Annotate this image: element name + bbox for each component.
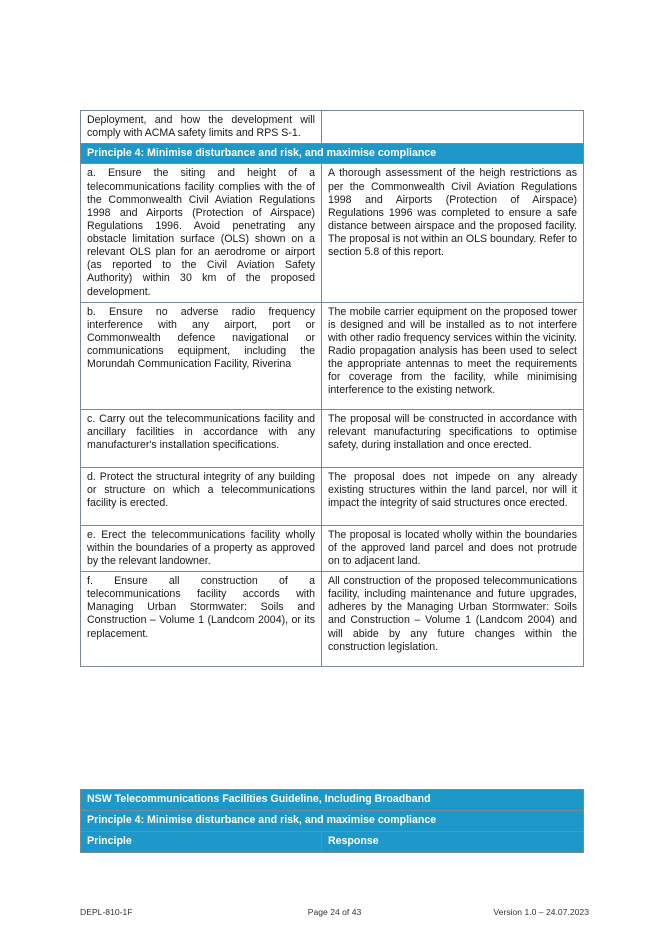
response-cell: The mobile carrier equipment on the proposed tower is designed and will be installed as to not interfere with other radio frequency services within the vicinity. Radio propagation analysis has been used to select the appropriate antennas to meet the requirements for coverage from the facility, while minimising interference to the existing network. <box>322 302 584 409</box>
compliance-table <box>80 110 584 667</box>
section-header: Principle 4: Minimise disturbance and risk, and maximise compliance <box>81 811 584 832</box>
response-cell: The proposal is located wholly within the boundaries of the approved land parcel and does not protrude on to adjacent land. <box>322 525 584 571</box>
principle-cell: a. Ensure the siting and height of a telecommunications facility complies with the of the Commonwealth Civil Aviation Regulations 1998 and Airports (Protection of Airspace) Regulations 1996. Avoid penetrating any obstacle limitation surface (OLS) shown on a relevant OLS plan for an aerodrome or airport (as reported to the Civil Aviation Safety Authority) within 30 km of the proposed development. <box>81 164 322 302</box>
page-footer <box>80 907 589 919</box>
principle-cell: d. Protect the structural integrity of any building or structure on which a telecommunications facility is erected. <box>81 467 322 525</box>
page-number: Page 24 of 43 <box>307 907 362 917</box>
principle-cell: e. Erect the telecommunications facility wholly within the boundaries of a property as approved by the relevant landowner. <box>81 525 322 571</box>
column-header-row <box>81 832 584 853</box>
principle-cell: Deployment, and how the development will comply with ACMA safety limits and RPS S-1. <box>81 111 322 144</box>
response-cell: All construction of the proposed telecommunications facility, including maintenance and future upgrades, adheres by the Managing Urban Stormwater: Soils and Construction – Volume 1 (Landcom 2004) and will abide by any future changes within the construction legislation. <box>322 572 584 667</box>
table-row <box>81 409 584 467</box>
table-row <box>81 467 584 525</box>
document-id: DEPL-810-1F <box>80 907 133 917</box>
table-row <box>81 164 584 302</box>
column-header-principle: Principle <box>81 832 322 853</box>
column-header-response: Response <box>322 832 584 853</box>
table-title: NSW Telecommunications Facilities Guideline, Including Broadband <box>81 790 584 811</box>
version-label: Version 1.0 – 24.07.2023 <box>493 907 589 917</box>
table-title-row <box>81 790 584 811</box>
principle-cell: c. Carry out the telecommunications facility and ancillary facilities in accordance with any manufacturer's installation specifications. <box>81 409 322 467</box>
table-row <box>81 111 584 144</box>
table-row <box>81 302 584 409</box>
section-header-row <box>81 144 584 164</box>
response-cell <box>322 111 584 144</box>
table-row <box>81 572 584 667</box>
guideline-table-header <box>80 789 584 853</box>
section-header-row <box>81 811 584 832</box>
principle-cell: b. Ensure no adverse radio frequency interference with any airport, port or Commonwealth defence navigational or communications equipment, including the Morundah Communication Facility, Riverina <box>81 302 322 409</box>
response-cell: A thorough assessment of the heigh restrictions as per the Commonwealth Civil Aviation Regulations 1998 and Airports (Protection of Airspace) Regulations 1996 was completed to ensure a safe distance between airspace and the proposed facility. The proposal is not within an OLS boundary. Refer to section 5.8 of this report. <box>322 164 584 302</box>
table-row <box>81 525 584 571</box>
response-cell: The proposal does not impede on any already existing structures within the land parcel, nor will it impact the integrity of said structures once erected. <box>322 467 584 525</box>
principle-cell: f. Ensure all construction of a telecommunications facility accords with Managing Urban Stormwater: Soils and Construction – Volume 1 (Landcom 2004), or its replacement. <box>81 572 322 667</box>
section-header: Principle 4: Minimise disturbance and risk, and maximise compliance <box>81 144 584 164</box>
response-cell: The proposal will be constructed in accordance with relevant manufacturing specifications to optimise safety, during installation and once erected. <box>322 409 584 467</box>
